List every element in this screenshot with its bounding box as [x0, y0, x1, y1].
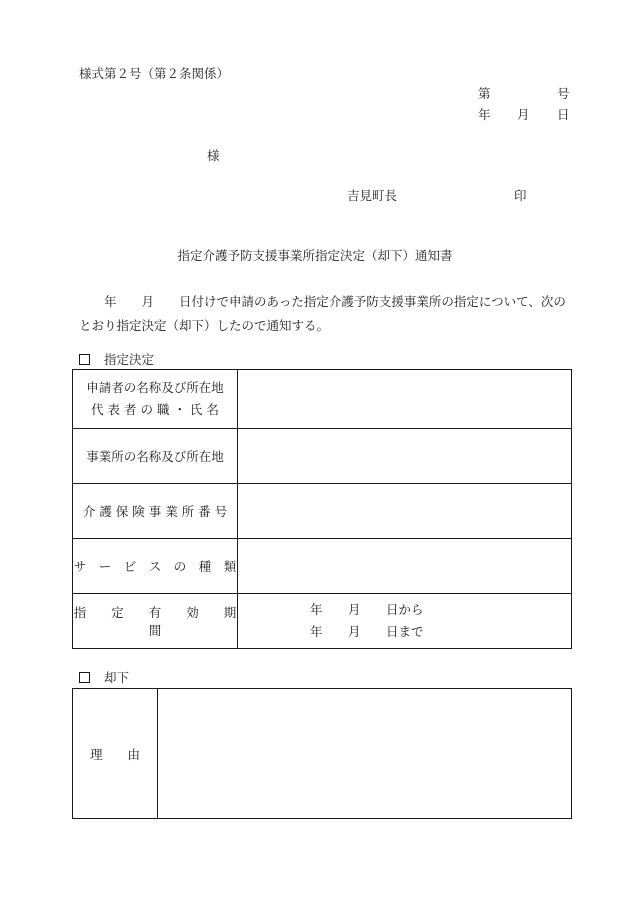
date-month-label: 月 [517, 107, 530, 122]
label-line: 介 護 保 険 事 業 所 番 号 [82, 504, 228, 519]
label-applicant [73, 370, 238, 429]
date-day-label: 日 [557, 107, 570, 122]
label-line: サ ー ビ ス の 種 類 [73, 559, 237, 574]
table-row [73, 484, 572, 539]
table-row [73, 429, 572, 484]
checkbox-rejection[interactable] [79, 672, 90, 683]
document-number-suffix: 号 [557, 86, 570, 101]
section-rejection-label: 却下 [104, 670, 130, 685]
label-office [73, 429, 238, 484]
document-title: 指定介護予防支援事業所指定決定（却下）通知書 [177, 248, 453, 263]
approval-table [72, 369, 572, 649]
recipient-suffix: 様 [207, 148, 220, 163]
value-applicant[interactable] [238, 370, 572, 429]
rejection-table [72, 688, 572, 819]
label-reason [73, 689, 158, 819]
section-approval-heading [79, 354, 154, 367]
table-row [73, 370, 572, 429]
value-service-type[interactable] [238, 539, 572, 594]
validity-from: 年 月 日から [310, 602, 424, 617]
label-line: 申請者の名称及び所在地 [86, 380, 224, 395]
reason-label: 理 由 [89, 746, 140, 762]
label-line: 代 表 者 の 職 ・ 氏 名 [91, 402, 219, 417]
label-service-type [73, 539, 238, 594]
validity-until: 年 月 日まで [310, 624, 424, 639]
body-text: 年 月 日付けで申請のあった指定介護予防支援事業所の指定について、次のとおり指定決定（却下）したので通知する。 [79, 294, 566, 333]
value-validity-period[interactable] [238, 594, 572, 649]
section-rejection-heading [79, 672, 129, 685]
table-row [73, 689, 572, 819]
sender-name: 吉見町長 [347, 188, 398, 203]
table-row [73, 594, 572, 649]
table-row [73, 539, 572, 594]
form-number: 様式第２号（第２条関係） [79, 66, 230, 81]
label-line: 指 定 有 効 期 間 [73, 605, 262, 638]
seal-mark: 印 [514, 188, 527, 203]
value-office-number[interactable] [238, 484, 572, 539]
section-approval-label: 指定決定 [104, 352, 155, 367]
label-line: 事業所の名称及び所在地 [86, 449, 224, 464]
checkbox-approval[interactable] [79, 354, 90, 365]
document-number-label: 第 [478, 86, 491, 101]
date-year-label: 年 [478, 107, 491, 122]
value-reason[interactable] [158, 689, 572, 819]
value-office[interactable] [238, 429, 572, 484]
label-office-number [73, 484, 238, 539]
label-validity-period [73, 594, 262, 649]
